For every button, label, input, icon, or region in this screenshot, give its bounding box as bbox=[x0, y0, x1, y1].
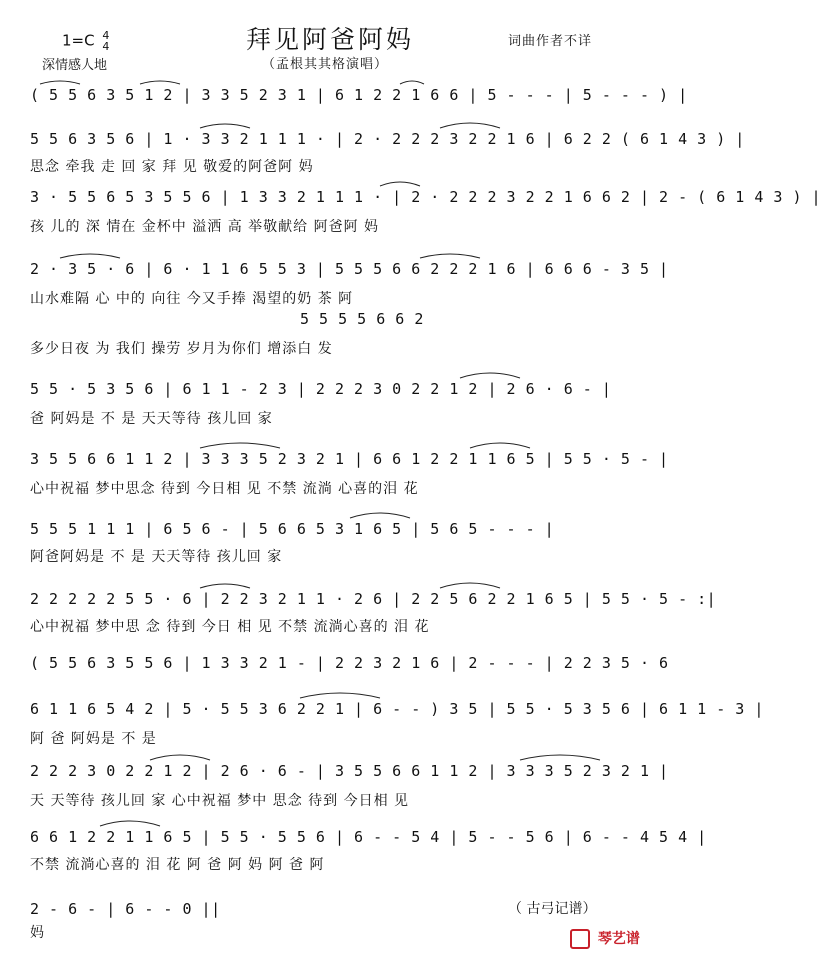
site-logo bbox=[570, 928, 640, 949]
slur bbox=[40, 81, 80, 84]
slur bbox=[440, 583, 500, 588]
score-line-14-lyric: 妈 bbox=[30, 925, 45, 941]
score-line-3-lyric: 孩 儿的 深 情在 金杯中 溢洒 高 举敬献给 阿爸阿 妈 bbox=[30, 219, 380, 235]
score-line-11-lyric: 阿 爸 阿妈是 不 是 bbox=[30, 731, 157, 747]
score-line-4-notes: 2 · 3 5 · 6 | 6 · 1 1 6 5 5 3 | 5 5 5 6 6 2 2 2 1 6 | 6 6 6 - 3 5 | bbox=[30, 260, 669, 278]
slur bbox=[380, 182, 420, 186]
slur bbox=[140, 81, 180, 84]
slur bbox=[200, 584, 250, 588]
slur bbox=[150, 755, 210, 760]
score-line-13-notes: 6 6 1 2 2 1 1 6 5 | 5 5 · 5 5 6 | 6 - - 5 4 | 5 - - 5 6 | 6 - - 4 5 4 | bbox=[30, 828, 707, 846]
score-line-4-lyric: 山水难隔 心 中的 向往 今又手捧 渴望的奶 茶 阿 bbox=[30, 291, 354, 307]
time-signature-top: 4 bbox=[102, 29, 110, 42]
slur bbox=[100, 821, 160, 826]
score-line-8-notes: 5 5 5 1 1 1 | 6 5 6 - | 5 6 6 5 3 1 6 5 | 5 6 5 - - - | bbox=[30, 520, 555, 538]
score-line-14-notes: 2 - 6 - | 6 - - 0 || bbox=[30, 900, 221, 918]
slur bbox=[420, 254, 480, 258]
score-line-7-lyric: 心中祝福 梦中思念 待到 今日相 见 不禁 流淌 心喜的泪 花 bbox=[30, 481, 419, 497]
score-line-6-notes: 5 5 · 5 3 5 6 | 6 1 1 - 2 3 | 2 2 2 3 0 2 2 1 2 | 2 6 · 6 - | bbox=[30, 380, 612, 398]
score-line-5-lyric: 多少日夜 为 我们 操劳 岁月为你们 增添白 发 bbox=[30, 341, 333, 357]
slur bbox=[400, 81, 424, 84]
score-line-10-notes: ( 5 5 6 3 5 5 6 | 1 3 3 2 1 - | 2 2 3 2 1 6 | 2 - - - | 2 2 3 5 · 6 bbox=[30, 654, 669, 672]
score-line-5-notes: 5 5 5 5 6 6 2 bbox=[300, 310, 424, 328]
credit-line: 词曲作者不详 bbox=[508, 34, 593, 49]
score-line-9-notes: 2 2 2 2 2 5 5 · 6 | 2 2 3 2 1 1 · 2 6 | 2 2 5 6 2 2 1 6 5 | 5 5 · 5 - :| bbox=[30, 590, 717, 608]
slur bbox=[200, 443, 280, 448]
score-line-6-lyric: 爸 阿妈是 不 是 天天等待 孩儿回 家 bbox=[30, 411, 273, 427]
score-line-13-lyric: 不禁 流淌心喜的 泪 花 阿 爸 阿 妈 阿 爸 阿 bbox=[30, 857, 325, 873]
tempo-mood: 深情感人地 bbox=[42, 58, 108, 73]
slur bbox=[520, 755, 600, 760]
key-label: 1=C bbox=[62, 31, 95, 50]
slur bbox=[460, 373, 520, 378]
score-line-2-lyric: 思念 牵我 走 回 家 拜 见 敬爱的阿爸阿 妈 bbox=[30, 159, 314, 175]
slur bbox=[470, 443, 530, 448]
slur bbox=[440, 123, 500, 128]
score-line-7-notes: 3 5 5 6 6 1 1 2 | 3 3 3 5 2 3 2 1 | 6 6 1 2 2 1 1 6 5 | 5 5 · 5 - | bbox=[30, 450, 669, 468]
score-line-8-lyric: 阿爸阿妈是 不 是 天天等待 孩儿回 家 bbox=[30, 549, 283, 565]
singer-line: （孟根其其格演唱） bbox=[262, 57, 389, 72]
logo-icon bbox=[570, 929, 590, 949]
score-line-12-notes: 2 2 2 3 0 2 2 1 2 | 2 6 · 6 - | 3 5 5 6 6 1 1 2 | 3 3 3 5 2 3 2 1 | bbox=[30, 762, 669, 780]
score-line-3-notes: 3 · 5 5 6 5 3 5 5 6 | 1 3 3 2 1 1 1 · | 2 · 2 2 2 3 2 2 1 6 6 2 | 2 - ( 6 1 4 3 ) | bbox=[30, 188, 821, 206]
logo-text: 琴艺谱 bbox=[597, 931, 640, 947]
slur bbox=[350, 513, 410, 518]
page-title: 拜见阿爸阿妈 bbox=[246, 25, 415, 54]
time-signature-bottom: 4 bbox=[102, 40, 110, 53]
score-line-2-notes: 5 5 6 3 5 6 | 1 · 3 3 2 1 1 1 · | 2 · 2 2 2 3 2 2 1 6 | 6 2 2 ( 6 1 4 3 ) | bbox=[30, 130, 745, 148]
slur bbox=[300, 693, 380, 698]
score-line-11-notes: 6 1 1 6 5 4 2 | 5 · 5 5 3 6 2 2 1 | 6 - - ) 3 5 | 5 5 · 5 3 5 6 | 6 1 1 - 3 | bbox=[30, 700, 764, 718]
score-line-1-notes: ( 5 5 6 3 5 1 2 | 3 3 5 2 3 1 | 6 1 2 2 1 6 6 | 5 - - - | 5 - - - ) | bbox=[30, 86, 688, 104]
slur bbox=[60, 254, 120, 258]
recorder-credit: （ 古弓记谱） bbox=[508, 901, 597, 917]
score-line-9-lyric: 心中祝福 梦中思 念 待到 今日 相 见 不禁 流淌心喜的 泪 花 bbox=[30, 619, 430, 635]
score-line-12-lyric: 天 天等待 孩儿回 家 心中祝福 梦中 思念 待到 今日相 见 bbox=[30, 793, 410, 809]
slur bbox=[200, 124, 250, 128]
